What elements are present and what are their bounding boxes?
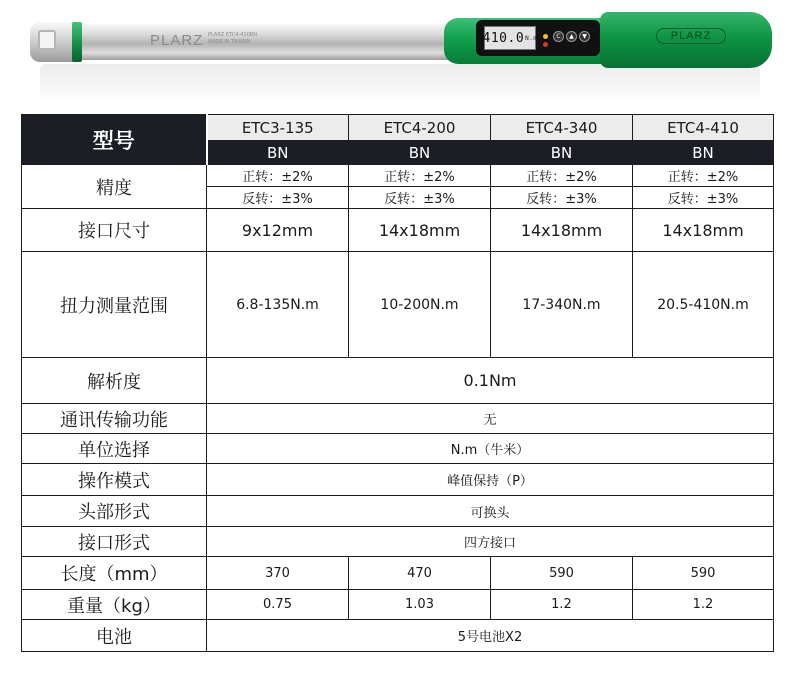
resolution-label: 解析度 <box>22 358 207 404</box>
accuracy-cw: 正转：±2% <box>349 165 491 187</box>
lcd-display <box>484 26 536 50</box>
drive-size-row <box>22 209 774 252</box>
weight-label: 重量（kg） <box>22 590 207 620</box>
product-photo <box>0 0 790 110</box>
accuracy-row-cw <box>22 165 774 187</box>
unit-value: N.m（牛米） <box>207 434 774 464</box>
resolution-value: 0.1Nm <box>207 358 774 404</box>
model-suffix: BN <box>491 141 633 165</box>
head-value: 可换头 <box>207 496 774 527</box>
interface-value: 四方接口 <box>207 527 774 557</box>
range-row <box>22 252 774 358</box>
model-name: ETC4-410 <box>633 115 774 141</box>
square-drive-socket <box>38 30 56 50</box>
spec-table <box>21 114 774 652</box>
shaft-brand-engraving: PLARZ <box>150 32 204 49</box>
mode-value: 峰值保持（P） <box>207 464 774 496</box>
battery-value: 5号电池X2 <box>207 620 774 652</box>
head-label: 头部形式 <box>22 496 207 527</box>
battery-row <box>22 620 774 652</box>
length-label: 长度（mm） <box>22 557 207 590</box>
mode-label: 操作模式 <box>22 464 207 496</box>
accuracy-cw: 正转：±2% <box>207 165 349 187</box>
accuracy-cw: 正转：±2% <box>633 165 774 187</box>
length-value: 590 <box>633 557 774 590</box>
range-value: 6.8-135N.m <box>207 252 349 358</box>
model-suffix: BN <box>633 141 774 165</box>
range-label: 扭力测量范围 <box>22 252 207 358</box>
grip-brand-label: PLARZ <box>656 28 726 44</box>
model-title: 型号 <box>22 115 207 165</box>
unit-label: 单位选择 <box>22 434 207 464</box>
weight-value: 1.03 <box>349 590 491 620</box>
alarm-led-icon <box>543 42 548 47</box>
drive-size-label: 接口尺寸 <box>22 209 207 252</box>
interface-row <box>22 527 774 557</box>
model-suffix: BN <box>207 141 349 165</box>
resolution-row <box>22 358 774 404</box>
drive-size-value: 14x18mm <box>491 209 633 252</box>
lcd-value: 410.0 <box>482 30 525 46</box>
lcd-unit: N.m <box>525 34 538 42</box>
accuracy-ccw: 反转：±3% <box>491 187 633 209</box>
length-value: 590 <box>491 557 633 590</box>
up-button[interactable]: ▲ <box>566 31 577 42</box>
accuracy-ccw: 反转：±3% <box>633 187 774 209</box>
interface-label: 接口形式 <box>22 527 207 557</box>
clear-button[interactable]: C <box>553 31 564 42</box>
drive-size-value: 14x18mm <box>633 209 774 252</box>
model-name: ETC4-200 <box>349 115 491 141</box>
weight-value: 0.75 <box>207 590 349 620</box>
range-value: 20.5-410N.m <box>633 252 774 358</box>
length-row <box>22 557 774 590</box>
accuracy-ccw: 反转：±3% <box>207 187 349 209</box>
shaft-sub-engraving: PLARZ ETC4-410BN MADE IN TAIWAN <box>208 32 257 45</box>
model-name: ETC4-340 <box>491 115 633 141</box>
length-value: 470 <box>349 557 491 590</box>
comm-row <box>22 404 774 434</box>
down-button[interactable]: ▼ <box>579 31 590 42</box>
accuracy-ccw: 反转：±3% <box>349 187 491 209</box>
weight-value: 1.2 <box>633 590 774 620</box>
wrench-shaft <box>76 24 456 60</box>
accuracy-cw: 正转：±2% <box>491 165 633 187</box>
comm-value: 无 <box>207 404 774 434</box>
unit-row <box>22 434 774 464</box>
range-value: 10-200N.m <box>349 252 491 358</box>
head-row <box>22 496 774 527</box>
model-suffix: BN <box>349 141 491 165</box>
weight-value: 1.2 <box>491 590 633 620</box>
status-led-icon <box>543 34 548 39</box>
drive-size-value: 9x12mm <box>207 209 349 252</box>
mode-row <box>22 464 774 496</box>
length-value: 370 <box>207 557 349 590</box>
model-name: ETC3-135 <box>207 115 349 141</box>
wrench-head-ring <box>72 22 82 62</box>
comm-label: 通讯传输功能 <box>22 404 207 434</box>
model-row <box>22 115 774 141</box>
battery-label: 电池 <box>22 620 207 652</box>
weight-row <box>22 590 774 620</box>
wrench-reflection <box>40 64 760 104</box>
accuracy-label: 精度 <box>22 165 207 209</box>
drive-size-value: 14x18mm <box>349 209 491 252</box>
range-value: 17-340N.m <box>491 252 633 358</box>
